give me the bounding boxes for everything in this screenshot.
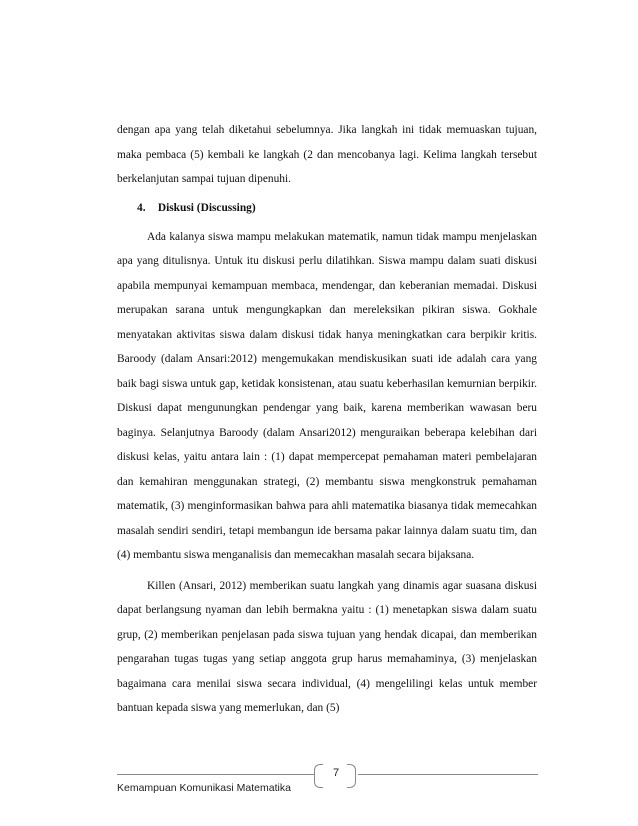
footer-title: Kemampuan Komunikasi Matematika (117, 782, 291, 794)
section-number: 4. (137, 201, 146, 214)
paragraph-killen: Killen (Ansari, 2012) memberikan suatu langkah yang dinamis agar suasana diskusi dapat berlangsung nyaman dan lebih bermakna yaitu : (1) menetapkan siswa dalam suatu grup, (2) memberikan penjelasan pada siswa tujuan yang hendak dicapai, dan memberikan pengarahan tugas tugas yang setiap anggota grup harus memahaminya, (3) menjelaskan bagaimana cara menilai siswa secara individual, (4) mengelilingi kelas untuk member bantuan kepada siswa yang memerlukan, dan (5) (117, 579, 537, 714)
paragraph-diskusi: Ada kalanya siswa mampu melakukan matematik, namun tidak mampu menjelaskan apa yang ditulisnya. Untuk itu diskusi perlu dilatihkan. Siswa mampu dalam suati diskusi apabila mempunyai kemampuan membaca, mendengar, dan keberanian memadai. Diskusi merupakan sarana untuk mengungkapkan dan mereleksikan pikiran siswa. Gokhale menyatakan aktivitas siswa dalam diskusi tidak hanya meningkatkan cara berpikir kritis. Baroody (dalam Ansari:2012) mengemukakan mendiskusikan suati ide adalah cara yang baik bagi siswa untuk gap, ketidak konsistenan, atau suatu keberhasilan kemurnian berpikir. Diskusi dapat mengunungkan pendengar yang baik, karena memberikan wawasan beru baginya. Selanjutnya Baroody (dalam Ansari2012) menguraikan beberapa kelebihan dari diskusi kelas, yaitu antara lain : (1) dapat mempercepat pemahaman materi pembelajaran dan kemahiran menggunakan strategi, (2) membantu siswa mengkonstruk pemahaman matematik, (3) menginformasikan bahwa para ahli matematika biasanya tidak memecahkan masalah sendiri sendiri, tetapi membangun ide bersama pakar lainnya dalam suatu tim, dan (4) membantu siswa menganalisis dan memecakhan masalah secara bijaksana. (117, 230, 537, 561)
footer-rule-right (358, 774, 538, 775)
page-number-bracket-right (347, 764, 356, 788)
footer-rule-left (117, 774, 314, 775)
page-number: 7 (332, 767, 340, 779)
body-text (117, 118, 537, 721)
paragraph-continuation: dengan apa yang telah diketahui sebelumnya. Jika langkah ini tidak memuaskan tujuan, maka pembaca (5) kembali ke langkah (2 dan mencobanya lagi. Kelima langkah tersebut berkelanjutan sampai tujuan dipenuhi. (117, 124, 537, 185)
section-heading (137, 197, 537, 219)
page-number-bracket-left (314, 764, 323, 788)
section-title: Diskusi (Discussing) (157, 201, 256, 214)
